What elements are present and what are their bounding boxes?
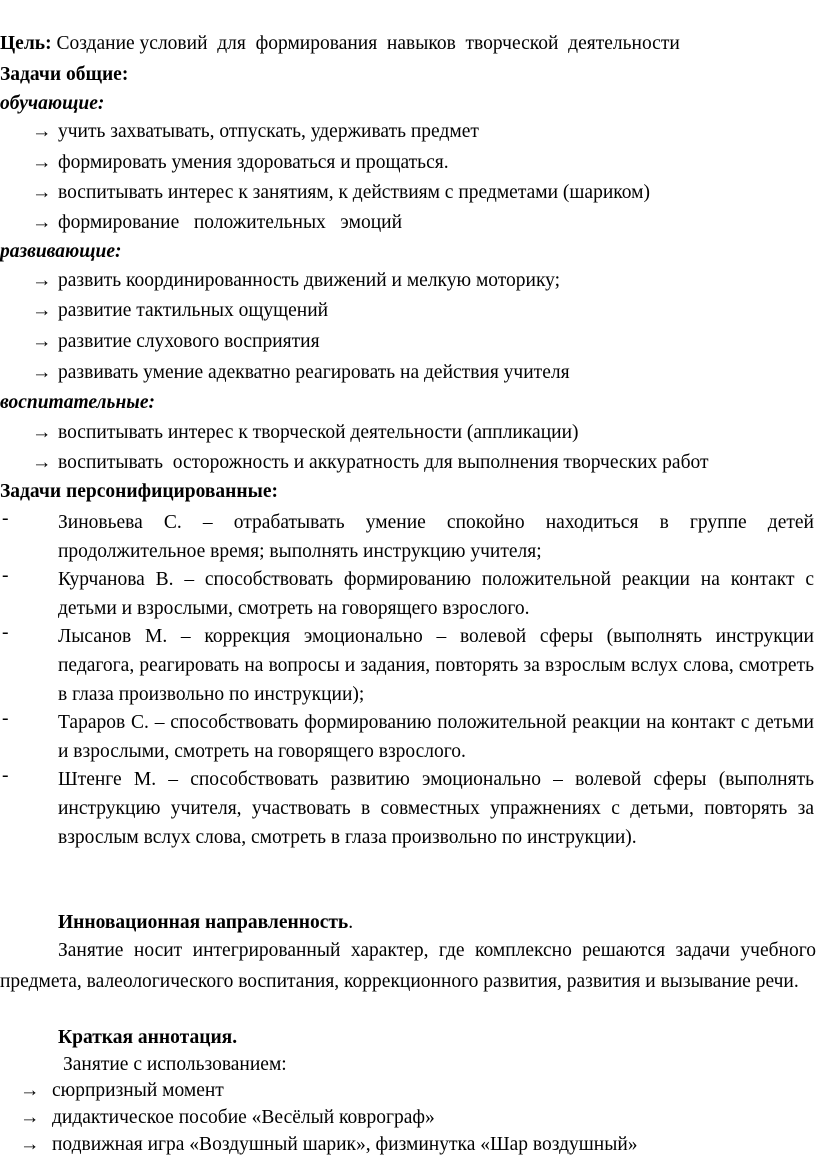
arrow-icon: → bbox=[32, 182, 52, 203]
arrow-icon: → bbox=[32, 270, 52, 291]
tasks-general-heading: Задачи общие: bbox=[0, 64, 129, 85]
arrow-icon: → bbox=[32, 152, 52, 173]
arrow-icon: → bbox=[32, 362, 52, 383]
upbringing-item: → воспитывать осторожность и аккуратность для выполнения творческих работ bbox=[32, 452, 709, 473]
upbringing-item: → воспитывать интерес к творческой деятельности (аппликации) bbox=[32, 422, 579, 443]
tasks-personal-heading: Задачи персонифицированные: bbox=[0, 481, 279, 502]
developmental-item: → развивать умение адекватно реагировать на действия учителя bbox=[32, 362, 570, 383]
innovation-text: Занятие носит интегрированный характер, где комплексно решаются задачи учебного предмета, валеологического воспитания, коррекционного развития, развития и вызывание речи. bbox=[0, 940, 816, 992]
dash-marker: - bbox=[2, 508, 9, 529]
upbringing-heading: воспитательные: bbox=[0, 392, 155, 413]
innovation-heading: Инновационная направленность bbox=[58, 912, 349, 933]
developmental-item: → развитие тактильных ощущений bbox=[32, 300, 329, 321]
educational-item: → формирование положительных эмоций bbox=[32, 212, 403, 233]
arrow-icon: → bbox=[32, 212, 52, 233]
dash-marker: - bbox=[2, 765, 9, 786]
goal-line bbox=[0, 32, 680, 56]
educational-item: → воспитывать интерес к занятиям, к действиям с предметами (шариком) bbox=[32, 182, 650, 203]
arrow-icon: → bbox=[20, 1134, 40, 1155]
dash-marker: - bbox=[2, 622, 9, 643]
educational-item: → формировать умения здороваться и прощаться. bbox=[32, 152, 449, 173]
annotation-item: → дидактическое пособие «Весёлый коврограф» bbox=[20, 1107, 435, 1128]
dash-marker: - bbox=[2, 708, 9, 729]
developmental-item: → развить координированность движений и мелкую моторику; bbox=[32, 270, 561, 291]
educational-item: → учить захватывать, отпускать, удерживать предмет bbox=[32, 121, 479, 142]
developmental-heading: развивающие: bbox=[0, 241, 122, 262]
arrow-icon: → bbox=[20, 1107, 40, 1128]
document-page: Цель: Создание условий для формирования навыков творческой деятельности Задачи общие: обучающие: → учить захватывать, отпускать, удерживать предмет → формировать умения здороваться и прощаться. → воспитывать интерес к занятиям, к действиям с предметами (шариком) → формирование положительных эмоций развивающие: → развить координированность движений и мелкую моторику; → развитие тактильных ощущений → развитие слухового восприятия → развивать умение адекватно реагировать на действия учителя воспитательные: → воспитывать интерес к творческой деятельности (аппликации) → воспитывать осторожность и аккуратность для выполнения творческих работ Задачи персонифицированные: - Зиновьева С. – отрабатывать умение спокойно находиться в группе детей продолжительное время; выполнять инструкцию учителя; - Курчанова В. – способствовать формированию положительной реакции на контакт с детьми и взрослыми, смотреть на говорящего взрослого. - Лысанов М. – коррекция эмоционально – волевой сферы (выполнять инструкции педагога, реагировать на вопросы и задания, повторять за взрослым вслух слова, смотреть в глаза произвольно по инструкции); - Тараров С. – способствовать формированию положительной реакции на контакт с детьми и взрослыми, смотреть на говорящего взрослого. - Штенге М. – способствовать развитию эмоционально – волевой сферы (выполнять инструкцию учителя, участвовать в совместных упражнениях с детьми, повторять за взрослым вслух слова, смотреть в глаза произвольно по инструкции). Инновационная направленность. Занятие носит интегрированный характер, где комплексно решаются задачи учебного предмета, валеологического воспитания, коррекционного развития, развития и вызывание речи. Краткая аннотация. Занятие с использованием: → сюрпризный момент → дидактическое пособие «Весёлый коврограф» → подвижная игра «Воздушный шарик», физминутка «Шар воздушный» bbox=[0, 33, 816, 1155]
arrow-icon: → bbox=[32, 331, 52, 352]
goal-text: Создание условий для формирования навыков творческой деятельности bbox=[56, 33, 680, 54]
arrow-icon: → bbox=[20, 1080, 40, 1101]
annotation-heading: Краткая аннотация. bbox=[58, 1027, 238, 1048]
arrow-icon: → bbox=[32, 121, 52, 142]
dash-marker: - bbox=[2, 565, 9, 586]
educational-heading: обучающие: bbox=[0, 93, 105, 114]
goal-label: Цель: bbox=[0, 33, 52, 54]
arrow-icon: → bbox=[32, 422, 52, 443]
arrow-icon: → bbox=[32, 452, 52, 473]
innovation-heading-line: Инновационная направленность. bbox=[58, 912, 354, 933]
annotation-item: → подвижная игра «Воздушный шарик», физминутка «Шар воздушный» bbox=[20, 1134, 638, 1155]
annotation-item: → сюрпризный момент bbox=[20, 1080, 224, 1101]
annotation-intro: Занятие с использованием: bbox=[63, 1054, 287, 1075]
arrow-icon: → bbox=[32, 300, 52, 321]
developmental-item: → развитие слухового восприятия bbox=[32, 331, 320, 352]
